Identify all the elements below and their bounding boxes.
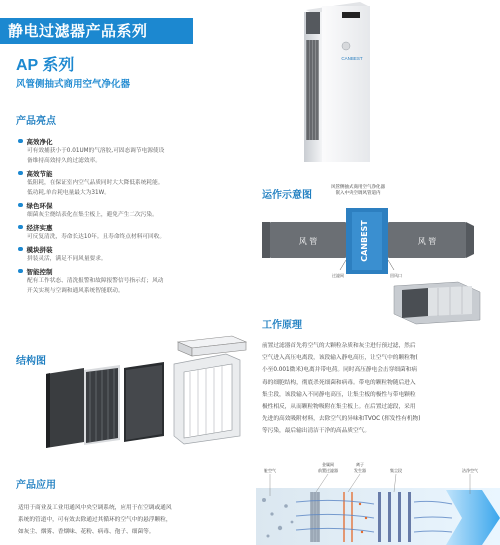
feature-item <box>18 200 248 220</box>
feature-heading: 智能控制 <box>18 266 248 276</box>
title-banner: 静电过滤器产品系列 <box>0 18 193 44</box>
schematic-diagram <box>262 198 492 328</box>
duct-left-label: 风 管 <box>298 237 318 246</box>
product-brand: CANBEST <box>341 56 363 61</box>
feature-heading: 绿色环保 <box>18 200 248 210</box>
feature-description: 可有效捕获小于0.01UM的气溶胶,可固态调节电源使设 <box>27 148 165 154</box>
bullet-dot-icon <box>18 203 23 208</box>
bullet-dot-icon <box>18 225 23 230</box>
bullet-dot-icon <box>18 139 23 144</box>
flow-label-clean-air: 洁净空气 <box>462 468 478 473</box>
flow-label-prefilter-1: 金属网 <box>322 462 334 467</box>
schematic-caption: 风管侧抽式商用空气净化器 嵌入中央空调风管道内 <box>331 185 385 196</box>
principle-text: 前置过滤器首先将空气的大颗粒杂质和灰尘进行预过滤，然后 空气进入高压电离段，该段输入静电高压，让空气中的颗粒物( 小至0.001微米)电离并带电荷。同时高压静电会击穿细菌和病 毒的细胞结构，彻底杀死细菌和病毒。带电的颗粒物随后进入 集尘段，该段输入不同静电高压，让集尘板的极性与带电颗粒 极性相反，从而颗粒物吸附在集尘板上。在后置过滤段，采用 先进的高效吸附材料，去除空气的异味和TVOC (挥发性有机物) 等污染，最后输出清洁干净的高品质空气。 <box>262 343 421 435</box>
feature-description: 开关实现与空调和通风系统智能联动。 <box>27 288 124 294</box>
structure-title: 结构图 <box>16 356 46 367</box>
bullet-dot-icon <box>18 171 23 176</box>
structure-exploded-view <box>14 332 254 450</box>
bullet-dot-icon <box>18 247 23 252</box>
principle-title: 工作原理 <box>262 320 302 331</box>
duct-right-label: 风 管 <box>417 237 437 246</box>
flow-label-ionizer-2: 发生器 <box>354 468 366 473</box>
feature-heading: 模块拼装 <box>18 244 248 254</box>
product-subtitle: 风管侧抽式商用空气净化器 <box>16 79 131 90</box>
unit-brand-vertical: CANBEST <box>360 220 369 262</box>
feature-description: 低阻耗，在保证室内空气品质同时大大降低系统耗能。 <box>27 180 164 186</box>
flow-label-collector: 集尘段 <box>390 468 402 473</box>
feature-description: 可反复清洗，寿命长达10年。且寿命终点材料可回收。 <box>27 234 166 240</box>
flow-label-prefilter-2: 前置过滤器 <box>318 468 338 473</box>
feature-description: 配有工作状态、清洗报警和故障报警信号指示灯；风动 <box>27 278 164 284</box>
flow-label-dirty-air: 脏空气 <box>264 468 276 473</box>
feature-item <box>18 136 248 166</box>
application-text: 适用于商业及工业用通风中央空调系统，应用于在空调或通风 系统的管道中，可有效去除通过其循环的空气中的悬浮颗粒， 如灰尘、烟雾、香烟味、花粉、病毒、孢子、细菌等。 <box>18 505 172 536</box>
product-image <box>290 0 380 170</box>
flow-label-ionizer-1: 离子 <box>356 462 364 467</box>
schematic-title: 运作示意图 <box>262 190 312 201</box>
series-title: AP 系列 <box>16 57 75 74</box>
return-port-label: 回风口 <box>390 273 402 278</box>
feature-description: 拼装灵活，满足不同风量要求。 <box>27 256 107 262</box>
feature-item <box>18 244 248 264</box>
feature-item <box>18 266 248 296</box>
application-title: 产品应用 <box>16 480 56 491</box>
feature-description: 低功耗,单台耗电量最大为31W。 <box>27 190 110 196</box>
filter-port-label: 过滤网 <box>332 273 344 278</box>
feature-list <box>18 136 248 298</box>
feature-description: 细菌灰尘烧结表化在集尘板上，避免产生二次污染。 <box>27 212 158 218</box>
airflow-diagram <box>256 458 500 545</box>
feature-heading: 经济实惠 <box>18 222 248 232</box>
feature-description: 备维持高效持久的过滤效率。 <box>27 158 101 164</box>
feature-item <box>18 168 248 198</box>
feature-heading: 高效节能 <box>18 168 248 178</box>
feature-item <box>18 222 248 242</box>
feature-heading: 高效净化 <box>18 136 248 146</box>
features-title: 产品亮点 <box>16 116 56 127</box>
bullet-dot-icon <box>18 269 23 274</box>
